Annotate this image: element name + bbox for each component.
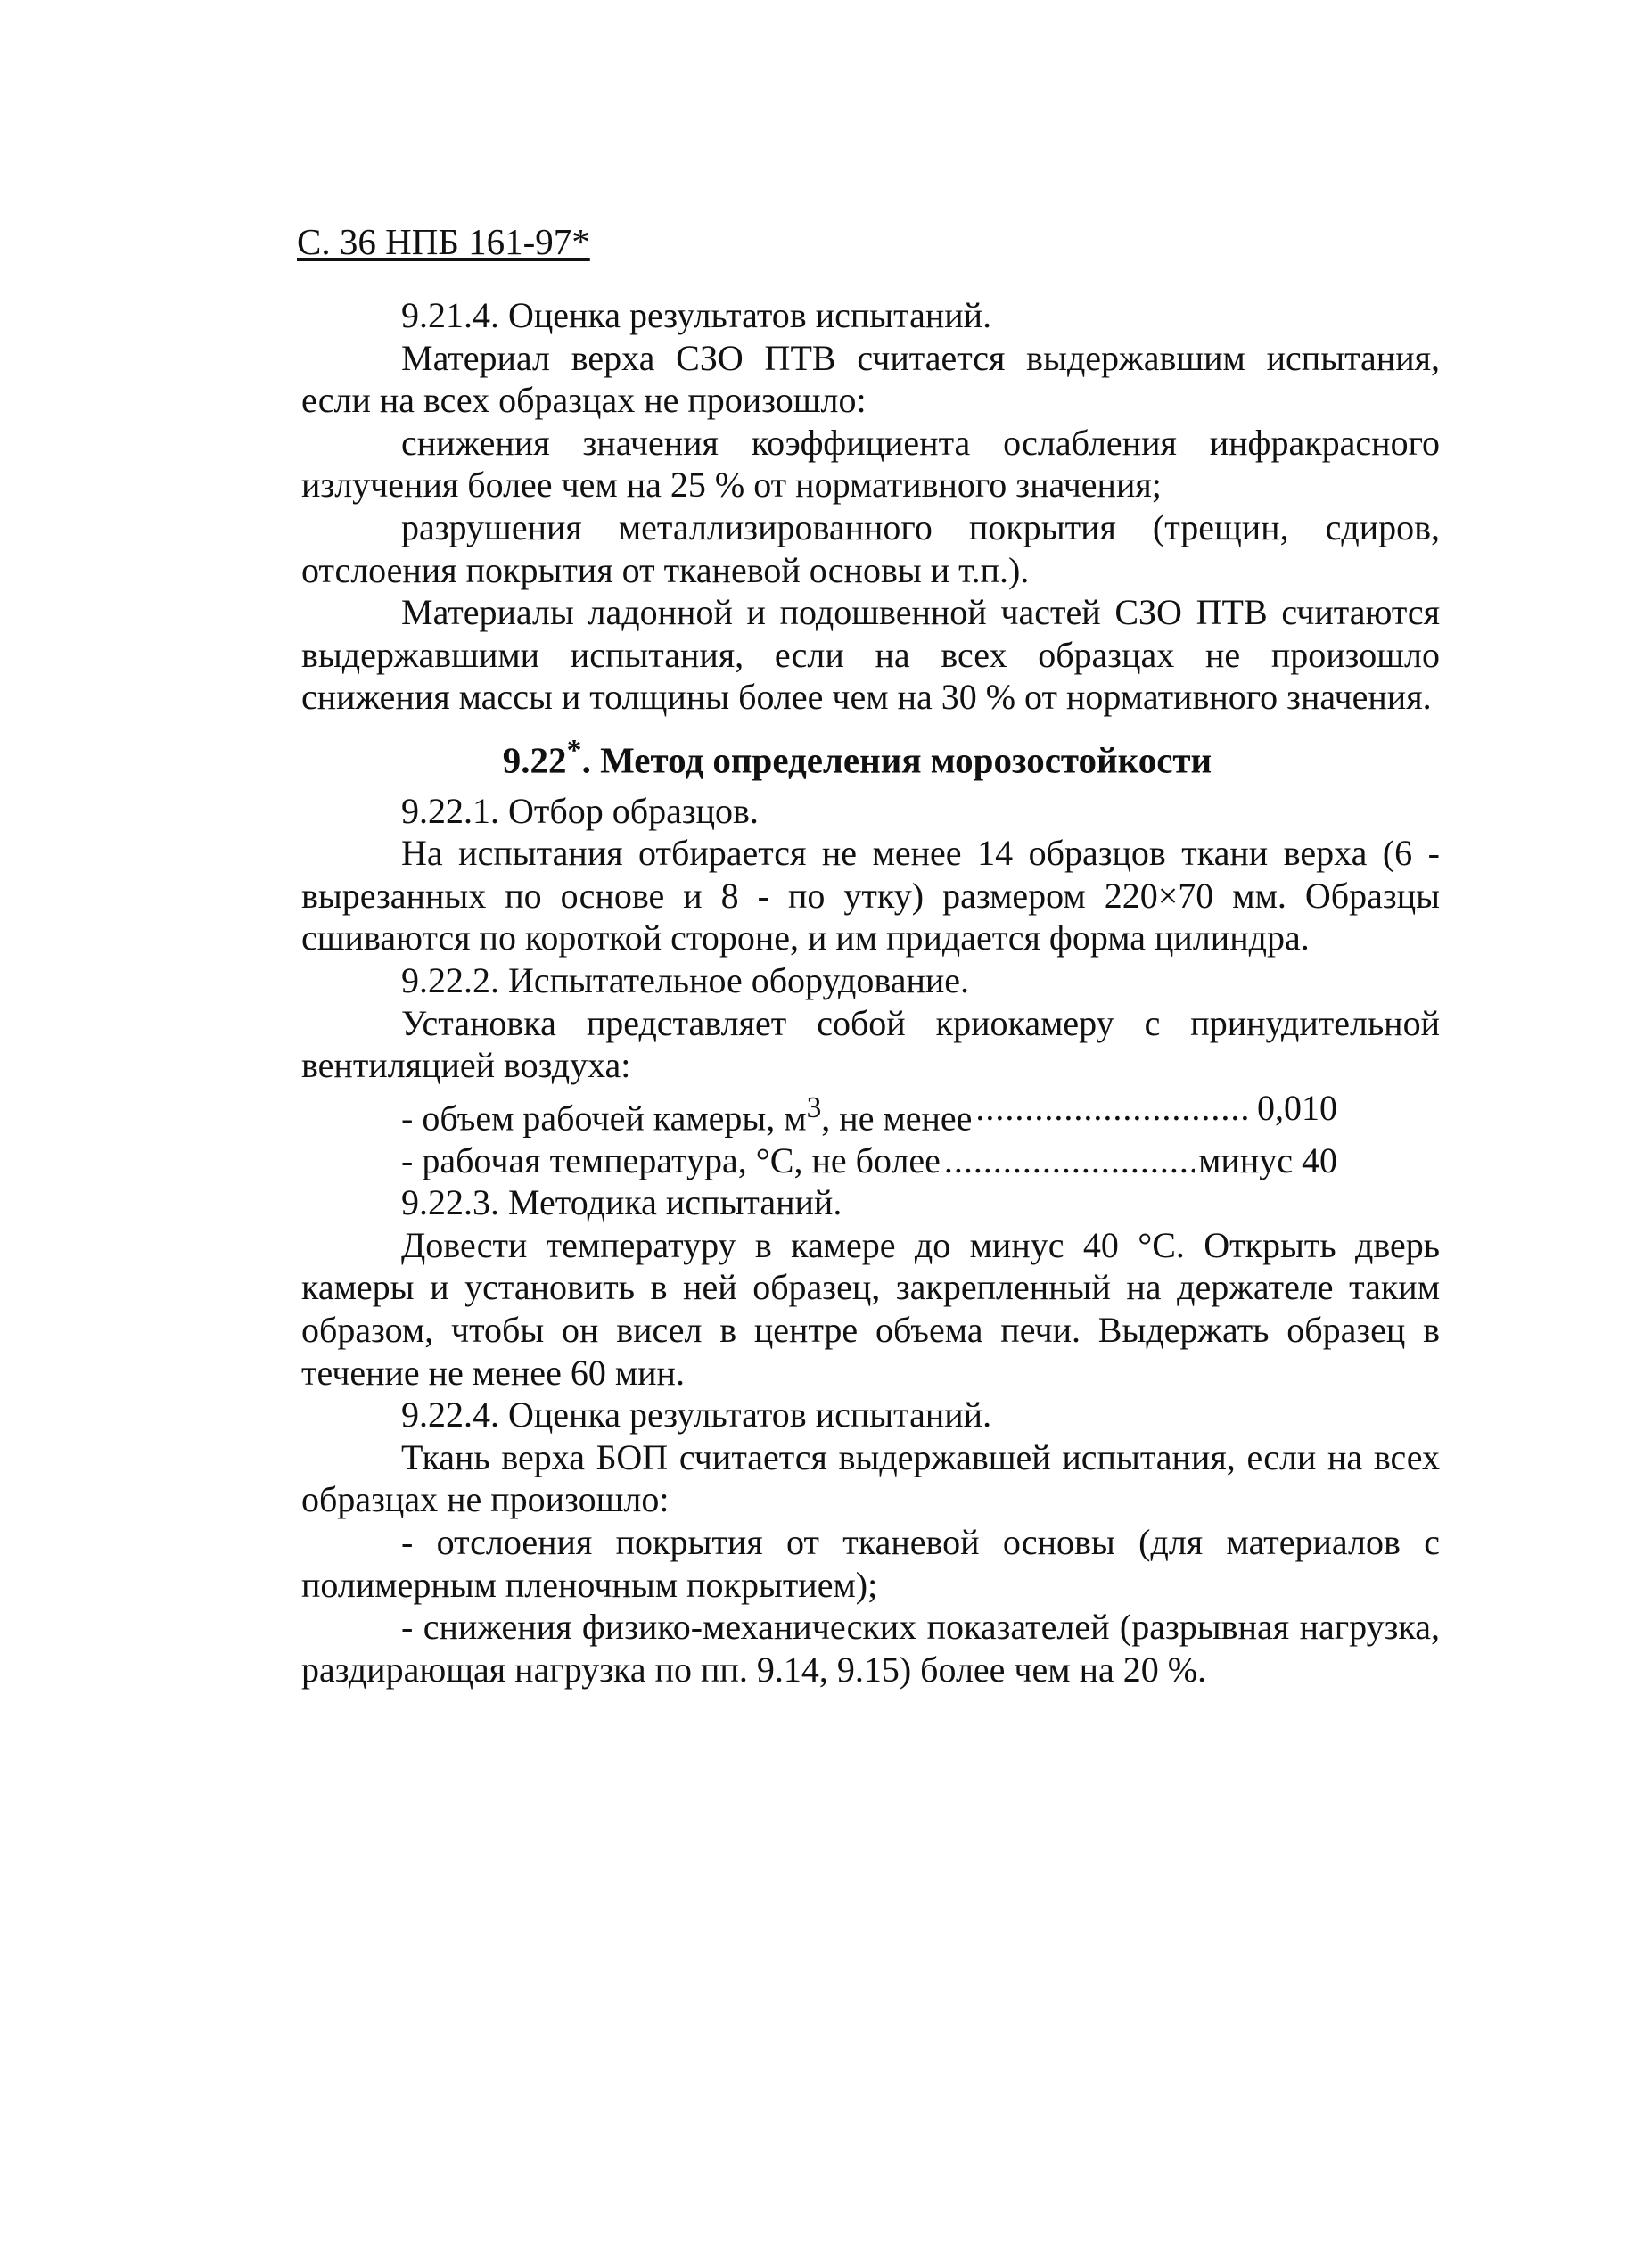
heading-number: 9.22 xyxy=(502,739,567,781)
leader-dots xyxy=(975,1087,1253,1139)
heading-text: . Метод определения морозостойкости xyxy=(581,739,1212,781)
document-body xyxy=(301,294,1440,1690)
spec-label: - объем рабочей камеры, $м^3$, не менее xyxy=(401,1090,973,1139)
paragraph: снижения значения коэффициента ослабления инфракрасного излучения более чем на 25 % от нормативного значения; xyxy=(301,422,1440,506)
paragraph: - снижения физико-механических показателей (разрывная нагрузка, раздирающая нагрузка по пп. 9.14, 9.15) более чем на 20 %. xyxy=(301,1607,1440,1690)
spec-line-chamber-volume xyxy=(401,1087,1337,1139)
spec-value: минус 40 xyxy=(1198,1139,1337,1180)
spec-value: 0,010 xyxy=(1257,1087,1337,1128)
paragraph: На испытания отбирается не менее 14 образцов ткани верха (6 - вырезанных по основе и 8 - по утку) размером 220×70 мм. Образцы сшиваются по короткой стороне, и им придается форма цилиндра. xyxy=(301,833,1440,958)
paragraph: Материалы ладонной и подошвенной частей СЗО ПТВ считаются выдержавшими испытания, если на всех образцах не произошло снижения массы и толщины более чем на 30 % от нормативного значения. xyxy=(301,592,1440,718)
paragraph: разрушения металлизированного покрытия (трещин, сдиров, отслоения покрытия от тканевой основы и т.п.). xyxy=(301,506,1440,590)
paragraph-9-22-4-title: 9.22.4. Оценка результатов испытаний. xyxy=(401,1394,992,1435)
leader-dots xyxy=(944,1139,1195,1182)
paragraph: Ткань верха БОП считается выдержавшей испытания, если на всех образцах не произошло: xyxy=(301,1436,1440,1520)
section-heading-9-22 xyxy=(301,728,1440,783)
paragraph-9-22-1-title: 9.22.1. Отбор образцов. xyxy=(401,790,759,831)
page-header: С. 36 НПБ 161-97* xyxy=(297,221,590,262)
paragraph: Материал верха СЗО ПТВ считается выдержавшим испытания, если на всех образцах не произошло: xyxy=(301,337,1440,421)
paragraph-9-21-4-title: 9.21.4. Оценка результатов испытаний. xyxy=(401,295,992,335)
paragraph-9-22-2-title: 9.22.2. Испытательное оборудование. xyxy=(401,959,970,1000)
paragraph: - отслоения покрытия от тканевой основы (для материалов с полимерным пленочным покрытием); xyxy=(301,1522,1440,1605)
paragraph: Довести температуру в камере до минус 40 °С. Открыть дверь камеры и установить в ней образец, закрепленный на держателе таким образом, чтобы он висел в центре объема печи. Выдержать образец в течение не менее 60 мин. xyxy=(301,1224,1440,1393)
paragraph: Установка представляет собой криокамеру с принудительной вентиляцией воздуха: xyxy=(301,1002,1440,1086)
heading-asterisk: * xyxy=(566,733,582,767)
spec-label: - рабочая температура, °С, не более xyxy=(401,1139,941,1180)
paragraph-9-22-3-title: 9.22.3. Методика испытаний. xyxy=(401,1182,842,1223)
spec-line-temperature xyxy=(401,1139,1337,1182)
